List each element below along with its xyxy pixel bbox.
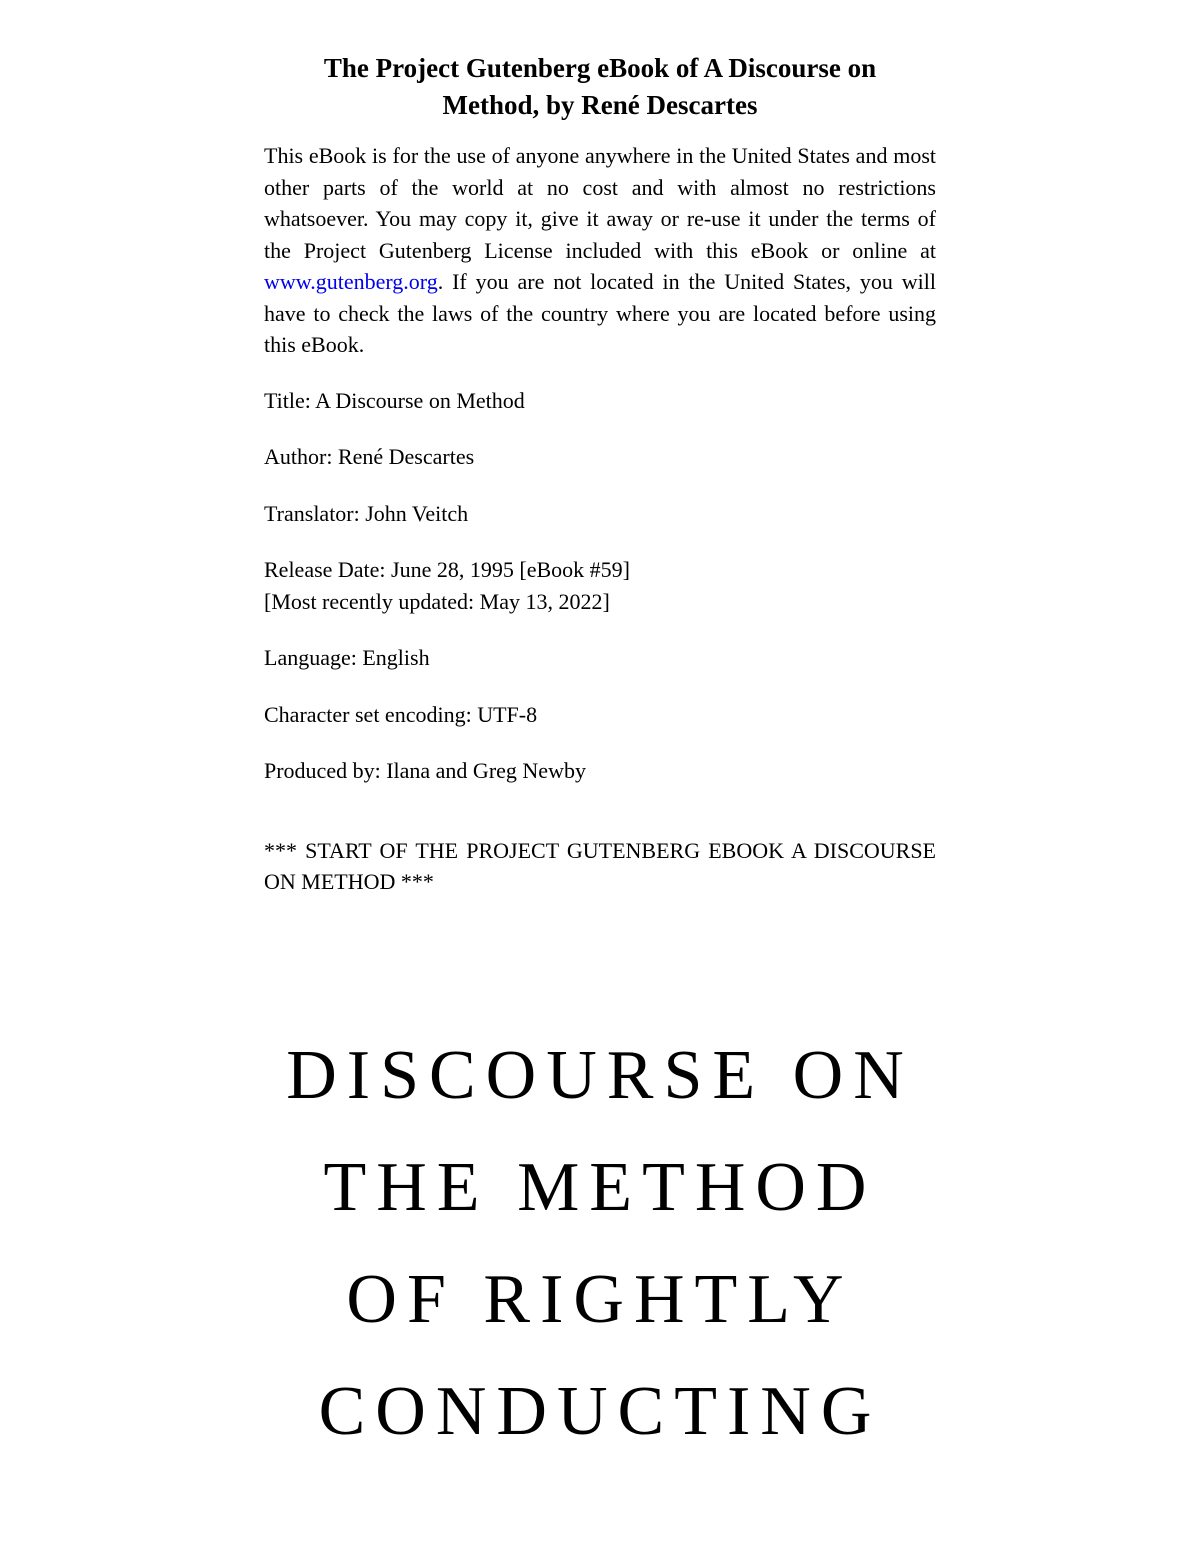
meta-updated: [Most recently updated: May 13, 2022]	[264, 588, 610, 614]
book-title-line-2: THE METHOD	[323, 1149, 877, 1226]
meta-release-date: Release Date: June 28, 1995 [eBook #59]	[264, 557, 630, 582]
meta-release	[264, 554, 936, 617]
license-text-before-link: This eBook is for the use of anyone anywhere in the United States and most other parts of the world at no cost and with almost no restrictions whatsoever. You may copy it, give it away or re-use it under the terms of the Project Gutenberg License included with this eBook or online at	[264, 143, 936, 263]
book-title-line-3: OF RIGHTLY	[346, 1261, 854, 1338]
license-text-after-link: . If you are not located in the United States, you will have to check the laws of the country where you are located before using this eBook.	[264, 269, 936, 357]
ebook-header-title	[264, 50, 936, 124]
book-title-line-4: CONDUCTING	[318, 1373, 882, 1450]
meta-translator: Translator: John Veitch	[264, 500, 469, 526]
book-title	[200, 1020, 1000, 1468]
meta-encoding: Character set encoding: UTF-8	[264, 701, 538, 727]
license-paragraph	[264, 140, 936, 361]
header-title-line-2: Method, by René Descartes	[442, 90, 758, 120]
meta-title: Title: A Discourse on Method	[264, 387, 525, 413]
header-title-line-1: The Project Gutenberg eBook of A Discourse on	[323, 53, 877, 83]
gutenberg-link[interactable]: www.gutenberg.org	[264, 269, 438, 294]
meta-author: Author: René Descartes	[264, 444, 475, 469]
book-title-line-1: DISCOURSE ON	[286, 1037, 914, 1114]
meta-produced-by: Produced by: Ilana and Greg Newby	[264, 758, 586, 783]
meta-language: Language: English	[264, 645, 430, 670]
document-page	[264, 50, 936, 922]
start-marker: *** START OF THE PROJECT GUTENBERG EBOOK A DISCOURSE ON METHOD ***	[264, 837, 936, 894]
